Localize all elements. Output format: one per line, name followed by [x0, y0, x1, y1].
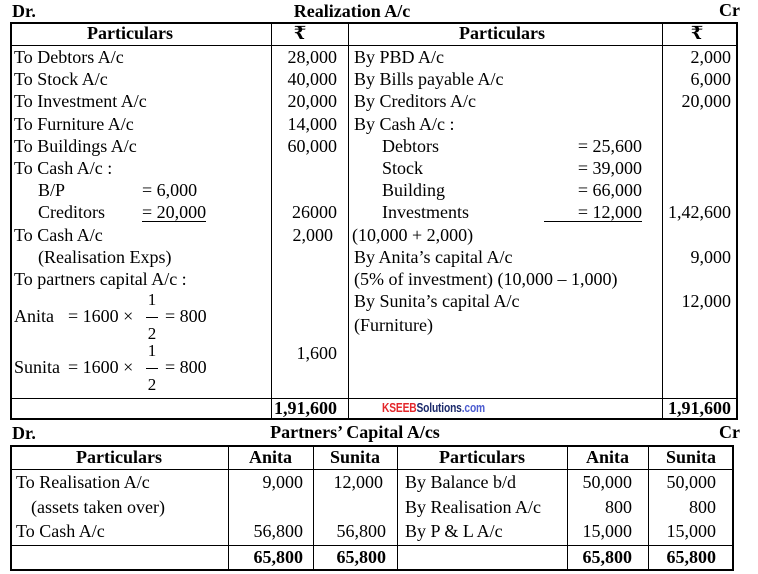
capital-header-anita-credit: Anita — [585, 447, 629, 467]
credit-subitem-value: = 66,000 — [577, 180, 642, 200]
fraction-bar — [146, 368, 158, 369]
capital-debit-sunita: 12,000 — [333, 472, 383, 492]
debit-entry-amount: 1,600 — [296, 343, 337, 363]
credit-entry-amount: 12,000 — [681, 291, 731, 311]
credit-subitem-label: Debtors — [382, 136, 439, 156]
realization-cr-label: Cr — [719, 0, 740, 20]
share-result: = 800 — [165, 357, 207, 377]
credit-subtotal-underlined-value: = 12,000 — [544, 203, 642, 222]
capital-header-particulars-debit: Particulars — [76, 447, 162, 467]
credit-entry-amount: 20,000 — [681, 91, 731, 111]
realization-header-rule — [10, 45, 738, 47]
realization-col-divider-2 — [348, 22, 350, 420]
credit-entry-amount: 9,000 — [690, 247, 731, 267]
capital-debit-sunita: 56,800 — [336, 521, 386, 541]
debit-entry-label: To Stock A/c — [14, 69, 108, 89]
debit-entry-amount: 20,000 — [287, 91, 337, 111]
capital-total-rule — [10, 545, 734, 547]
capital-credit-anita: 15,000 — [582, 521, 632, 541]
realization-header-amount-credit: ₹ — [690, 23, 704, 43]
credit-subitem-value — [520, 202, 642, 222]
fraction-numerator: 1 — [147, 290, 157, 309]
capital-debit-label: To Realisation A/c — [16, 472, 150, 492]
credit-entry-label: By PBD A/c — [354, 47, 445, 67]
credit-entry-note: (5% of investment) (10,000 – 1,000) — [354, 269, 618, 289]
credit-entry-note: (10,000 + 2,000) — [352, 225, 474, 245]
capital-credit-sunita: 800 — [689, 497, 716, 517]
capital-credit-anita: 50,000 — [582, 472, 632, 492]
debit-entry-note: (Realisation Exps) — [38, 247, 172, 267]
capital-header-sunita-credit: Sunita — [665, 447, 717, 467]
realization-border-right — [736, 22, 738, 420]
debit-entry-amount: 14,000 — [287, 114, 337, 134]
credit-entry-label: By Bills payable A/c — [354, 69, 504, 89]
realization-total-debit: 1,91,600 — [274, 398, 337, 418]
capital-total-credit-anita: 65,800 — [582, 547, 632, 567]
capital-credit-label: By P & L A/c — [405, 521, 503, 541]
capital-header-anita-debit: Anita — [248, 447, 292, 467]
kseeb-watermark — [382, 400, 485, 416]
debit-entry-amount: 60,000 — [287, 136, 337, 156]
watermark-brand: KSEEB — [382, 401, 417, 415]
credit-entry-label: By Creditors A/c — [354, 91, 476, 111]
credit-subitem-label: Investments — [382, 202, 469, 222]
capital-header-particulars-credit: Particulars — [439, 447, 525, 467]
share-expression: = 1600 × — [68, 357, 134, 377]
capital-debit-anita: 56,800 — [253, 521, 303, 541]
debit-entry-label: To Cash A/c : — [14, 158, 113, 178]
realization-header-particulars-debit: Particulars — [87, 23, 173, 43]
realization-total-rule — [10, 398, 738, 400]
fraction-denominator: 2 — [147, 375, 157, 394]
realization-header-particulars-credit: Particulars — [459, 23, 545, 43]
credit-entry-label: By Cash A/c : — [354, 114, 455, 134]
capital-credit-label: By Realisation A/c — [405, 497, 541, 517]
credit-entry-note: (Furniture) — [354, 315, 433, 335]
capital-border-bottom — [10, 569, 734, 571]
debit-entry-amount: 26000 — [292, 202, 337, 222]
debit-entry-label: To Cash A/c — [14, 225, 103, 245]
capital-debit-anita: 9,000 — [262, 472, 303, 492]
fraction-bar — [146, 317, 158, 318]
credit-entry-label: By Anita’s capital A/c — [354, 247, 513, 267]
share-partner-name: Anita — [14, 306, 54, 326]
capital-dr-label: Dr. — [12, 423, 36, 443]
debit-entry-amount: 28,000 — [287, 47, 337, 67]
credit-entry-amount: 1,42,600 — [668, 202, 731, 222]
debit-entry-amount: 2,000 — [292, 225, 333, 245]
debit-subitem-value — [142, 202, 206, 222]
watermark-middle: Solutions — [416, 401, 462, 415]
watermark-suffix: .com — [461, 401, 485, 415]
capital-header-sunita-debit: Sunita — [329, 447, 381, 467]
credit-entry-label: By Sunita’s capital A/c — [354, 291, 520, 311]
fraction-denominator: 2 — [147, 324, 157, 343]
debit-subitem-label: Creditors — [38, 202, 105, 222]
debit-entry-label: To Investment A/c — [14, 91, 147, 111]
capital-credit-anita: 800 — [605, 497, 632, 517]
debit-entry-label: To Debtors A/c — [14, 47, 124, 67]
credit-subitem-value: = 25,600 — [577, 136, 642, 156]
capital-debit-note: (assets taken over) — [31, 497, 165, 517]
credit-subitem-label: Building — [382, 180, 446, 200]
capital-cr-label: Cr — [719, 422, 740, 442]
debit-subitem-value: = 6,000 — [142, 180, 198, 200]
debit-entry-amount: 40,000 — [287, 69, 337, 89]
debit-entry-label: To Buildings A/c — [14, 136, 137, 156]
capital-total-credit-sunita: 65,800 — [666, 547, 716, 567]
realization-border-bottom — [10, 418, 738, 420]
debit-entry-label: To partners capital A/c : — [14, 269, 187, 289]
capital-header-rule — [10, 469, 734, 471]
credit-entry-amount: 6,000 — [690, 69, 731, 89]
realization-dr-label: Dr. — [12, 1, 36, 21]
capital-credit-sunita: 15,000 — [666, 521, 716, 541]
capital-debit-label: To Cash A/c — [16, 521, 105, 541]
credit-entry-amount: 2,000 — [690, 47, 731, 67]
capital-total-debit-anita: 65,800 — [253, 547, 303, 567]
capital-credit-sunita: 50,000 — [666, 472, 716, 492]
share-expression: = 1600 × — [68, 306, 134, 326]
fraction-numerator: 1 — [147, 341, 157, 360]
capital-title: Partners’ Capital A/cs — [270, 422, 440, 442]
capital-total-debit-sunita: 65,800 — [336, 547, 386, 567]
capital-credit-label: By Balance b/d — [405, 472, 516, 492]
realization-title: Realization A/c — [293, 1, 411, 21]
realization-border-left — [10, 22, 12, 420]
debit-entry-label: To Furniture A/c — [14, 114, 134, 134]
realization-total-credit: 1,91,600 — [668, 398, 731, 418]
debit-subtotal-underlined-value: = 20,000 — [142, 202, 207, 222]
realization-header-amount-debit: ₹ — [293, 23, 307, 43]
credit-subitem-label: Stock — [382, 158, 424, 178]
share-result: = 800 — [165, 306, 207, 326]
credit-subitem-value: = 39,000 — [577, 158, 642, 178]
debit-subitem-label: B/P — [38, 180, 66, 200]
share-partner-name: Sunita — [14, 357, 61, 377]
